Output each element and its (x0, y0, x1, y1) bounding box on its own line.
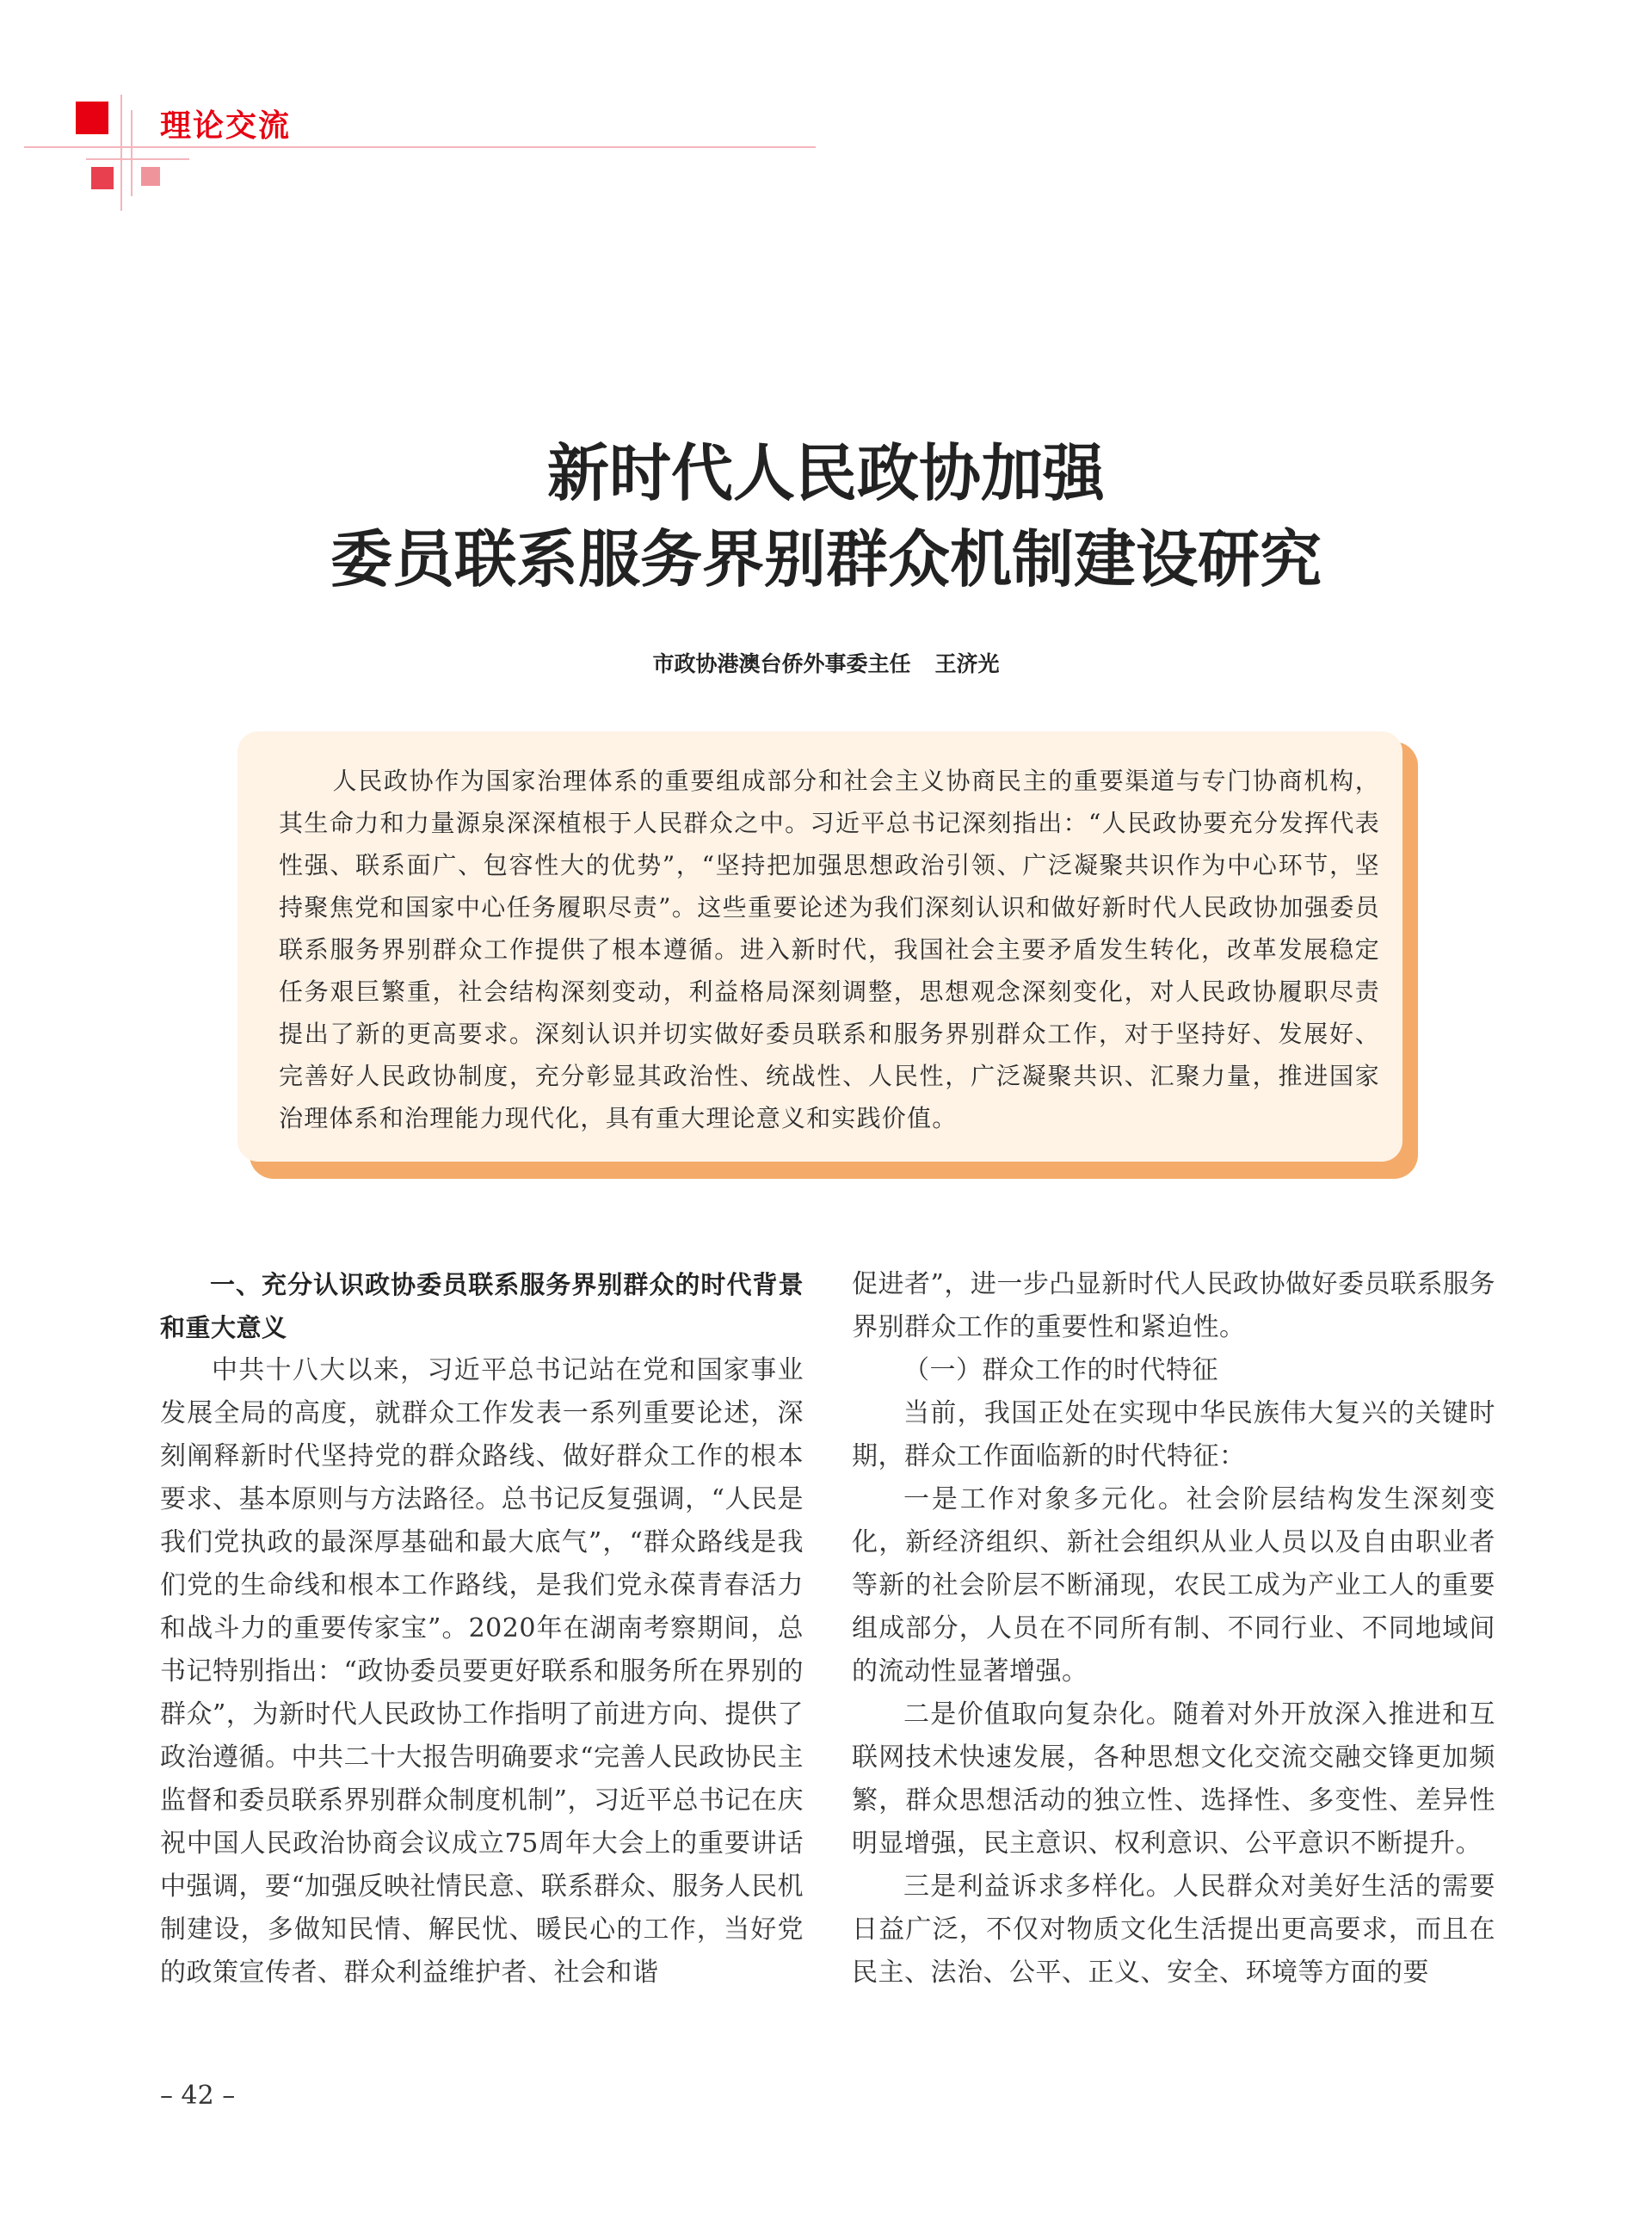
section-heading: 一、充分认识政协委员联系服务界别群众的时代背景和重大意义 (160, 1270, 804, 1342)
body-paragraph: 一是工作对象多元化。社会阶层结构发生深刻变化，新经济组织、新社会组织从业人员以及自由职业者等新的社会阶层不断涌现，农民工成为产业工人的重要组成部分，人员在不同所有制、不同行业、不同地域间的流动性显著增强。 (852, 1484, 1495, 1686)
header-vertical-rule-inner (131, 110, 133, 196)
body-paragraph: 中共十八大以来，习近平总书记站在党和国家事业发展全局的高度，就群众工作发表一系列重要论述，深刻阐释新时代坚持党的群众路线、做好群众工作的根本要求、基本原则与方法路径。总书记反复强调，“人民是我们党执政的最深厚基础和最大底气”，“群众路线是我们党的生命线和根本工作路线，是我们党永葆青春活力和战斗力的重要传家宝”。2020年在湖南考察期间，总书记特别指出：“政协委员要更好联系和服务所在界别的群众”，为新时代人民政协工作指明了前进方向、提供了政治遵循。中共二十大报告明确要求“完善人民政协民主监督和委员联系界别群众制度机制”，习近平总书记在庆祝中国人民政治协商会议成立75周年大会上的重要讲话中强调，要“加强反映社情民意、联系群众、服务人民机制建设，多做知民情、解民忧、暖民心的工作，当好党的政策宣传者、群众利益维护者、社会和谐 (160, 1355, 804, 1988)
subsection-heading: （一）群众工作的时代特征 (903, 1355, 1218, 1385)
body-column-left (160, 1263, 804, 1995)
header-rule (24, 146, 816, 148)
article-title-line-1: 新时代人民政协加强 (546, 437, 1105, 509)
abstract-body: 人民政协作为国家治理体系的重要组成部分和社会主义协商民主的重要渠道与专门协商机构，其生命力和力量源泉深深植根于人民群众之中。习近平总书记深刻指出：“人民政协要充分发挥代表性强、联系面广、包容性大的优势”，“坚持把加强思想政治引领、广泛凝聚共识作为中心环节，坚持聚焦党和国家中心任务履职尽责”。这些重要论述为我们深刻认识和做好新时代人民政协加强委员联系服务界别群众工作提供了根本遵循。进入新时代，我国社会主要矛盾发生转化，改革发展稳定任务艰巨繁重，社会结构深刻变动，利益格局深刻调整，思想观念深刻变化，对人民政协履职尽责提出了新的更高要求。深刻认识并切实做好委员联系和服务界别群众工作，对于坚持好、发展好、完善好人民政协制度，充分彰显其政治性、统战性、人民性，广泛凝聚共识、汇聚力量，推进国家治理体系和治理能力现代化，具有重大理论意义和实践价值。 (279, 767, 1380, 1132)
abstract-text (279, 760, 1380, 1139)
page-number: – 42 – (160, 2081, 236, 2111)
body-paragraph-continued: 促进者”，进一步凸显新时代人民政协做好委员联系服务界别群众工作的重要性和紧迫性。 (852, 1269, 1495, 1342)
header-vertical-rule (120, 95, 122, 211)
author-position: 市政协港澳台侨外事委主任 (652, 651, 911, 676)
body-paragraph: 当前，我国正处在实现中华民族伟大复兴的关键时期，群众工作面临新的时代特征： (852, 1398, 1495, 1471)
body-paragraph: 二是价值取向复杂化。随着对外开放深入推进和互联网技术快速发展，各种思想文化交流交融交锋更加频繁，群众思想活动的独立性、选择性、多变性、差异性明显增强，民主意识、权利意识、公平意识不断提升。 (852, 1699, 1495, 1859)
article-title (0, 430, 1652, 602)
article-title-line-2: 委员联系服务界别群众机制建设研究 (330, 523, 1322, 595)
author-byline (0, 647, 1652, 678)
header-rule-short (86, 158, 189, 160)
header-light-pink-square (141, 167, 160, 186)
section-label: 理论交流 (160, 108, 292, 144)
body-paragraph: 三是利益诉求多样化。人民群众对美好生活的需要日益广泛，不仅对物质文化生活提出更高要求，而且在民主、法治、公平、正义、安全、环境等方面的要 (852, 1871, 1495, 1988)
author-name: 王济光 (934, 651, 1000, 676)
body-column-right (852, 1263, 1495, 1995)
header-red-square (76, 102, 108, 134)
header-pink-square (91, 167, 114, 189)
